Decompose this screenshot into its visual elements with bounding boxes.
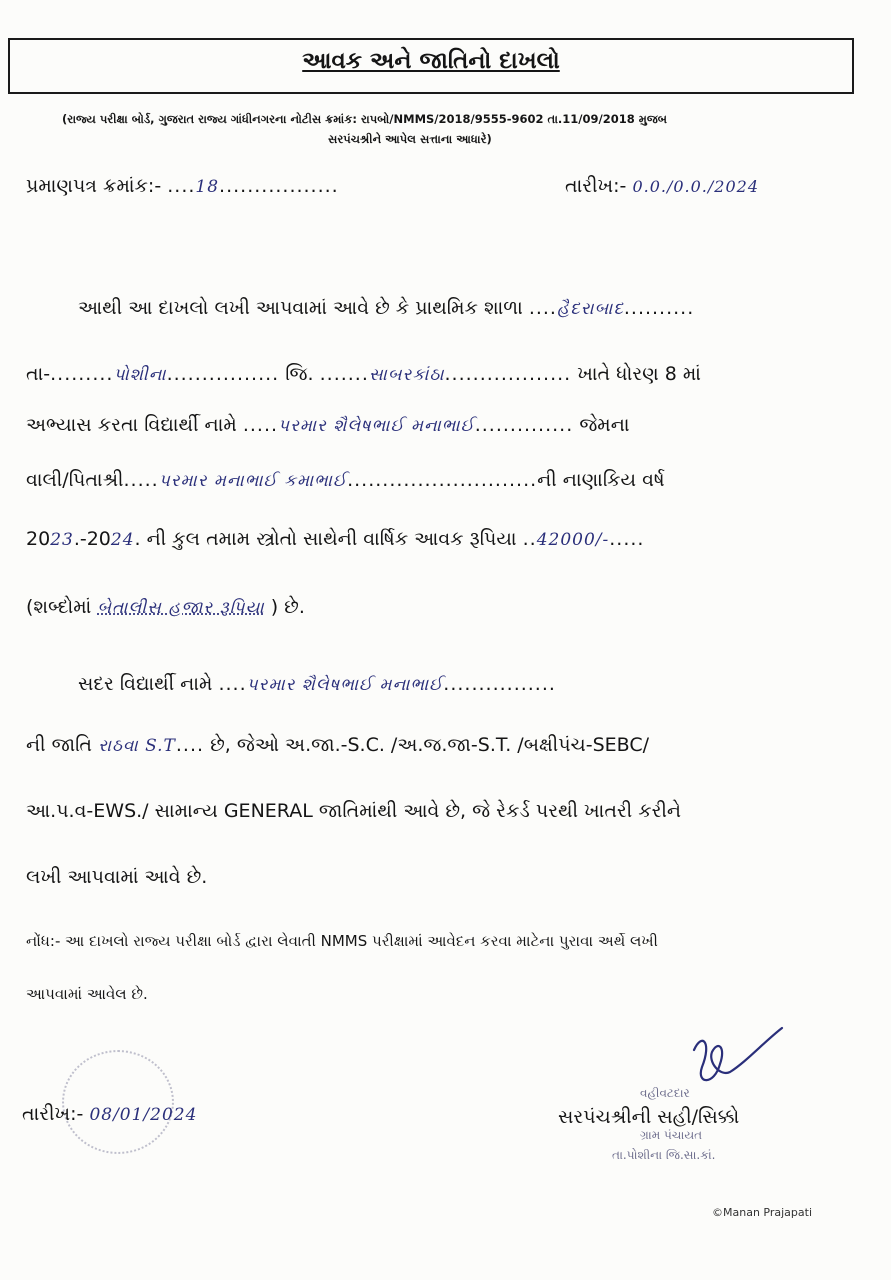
caste-value: રાઠવા S.T <box>98 736 176 756</box>
body-line-2-text: ખાતે ધોરણ 8 માં <box>577 363 701 385</box>
fy-start-value: 23 <box>50 530 74 550</box>
body-line-6 <box>26 596 305 618</box>
body-line-5-text: . ની કુલ તમામ સ્ત્રોતો સાથેની વાર્ષિક આવક રૂપિયા <box>134 528 517 550</box>
bottom-date-value: 08/01/2024 <box>89 1105 198 1125</box>
district-value: સાબરકાંઠા <box>368 365 445 385</box>
body-line-1-text: આથી આ દાખલો લખી આપવામાં આવે છે કે પ્રાથમિક શાળા <box>78 297 523 319</box>
body-line-1: આથી આ દાખલો લખી આપવામાં આવે છે કે પ્રાથમિક શાળા ....હૈદરાબાદ.......... <box>78 297 695 319</box>
bottom-date-row <box>22 1103 197 1125</box>
cert-number-value: 18 <box>195 177 220 197</box>
stamp-line-1: વહીવટદાર <box>640 1086 690 1100</box>
subtitle-line-2: સરપંચશ્રીને આપેલ સત્તાના આધારે) <box>328 132 492 146</box>
caste-prefix: ની જાતિ <box>26 734 93 756</box>
body-line-7-prefix: સદર વિદ્યાર્થી નામે <box>78 673 213 695</box>
body-line-5: 2023.-2024. ની કુલ તમામ સ્ત્રોતો સાથેની વાર્ષિક આવક રૂપિયા ..42000/-..... <box>26 528 645 550</box>
words-prefix: (શબ્દોમાં <box>26 596 92 618</box>
student-name-2: પરમાર શૈલેષભાઈ મનાભાઈ <box>246 675 444 695</box>
body-line-10: લખી આપવામાં આવે છે. <box>26 866 208 888</box>
body-line-3-suffix: જેમના <box>579 414 630 436</box>
fy-start-prefix: 20 <box>26 528 51 550</box>
body-line-3: અભ્યાસ કરતા વિદ્યાર્થી નામે .....પરમાર શૈલેષભાઈ મનાભાઈ.............. જેમના <box>26 414 630 436</box>
body-line-4-prefix: વાલી/પિતાશ્રી <box>26 469 124 491</box>
note-line-2: આપવામાં આવેલ છે. <box>26 985 148 1003</box>
date-row <box>565 175 759 197</box>
bottom-date-label: તારીખ:- <box>22 1103 84 1125</box>
round-seal-icon <box>62 1050 174 1154</box>
date-label: તારીખ:- <box>565 175 627 197</box>
words-suffix: ) છે. <box>270 596 305 618</box>
date-value: 0.0./0.0./2024 <box>632 177 759 196</box>
fy-mid: .-20 <box>73 528 111 550</box>
body-line-4: વાલી/પિતાશ્રી.....પરમાર મનાભાઈ કમાભાઈ...........................ની નાણાકિય વર્ષ <box>26 469 665 491</box>
signature-icon <box>672 1022 792 1102</box>
body-line-9: આ.પ.વ-EWS./ સામાન્ય GENERAL જાતિમાંથી આવે છે, જે રેકર્ડ પરથી ખાતરી કરીને <box>26 800 682 822</box>
taluka-label: તા- <box>26 363 51 385</box>
stamp-line-2: ગ્રામ પંચાયત <box>640 1128 703 1142</box>
school-name: હૈદરાબાદ <box>556 299 624 319</box>
body-line-4-suffix: ની નાણાકિય વર્ષ <box>537 469 665 491</box>
student-name: પરમાર શૈલેષભાઈ મનાભાઈ <box>278 416 475 436</box>
sign-label: સરપંચશ્રીની સહી/સિક્કો <box>558 1106 740 1128</box>
body-line-7: સદર વિદ્યાર્થી નામે ....પરમાર શૈલેષભાઈ મનાભાઈ................ <box>78 673 556 695</box>
cert-number-label: પ્રમાણપત્ર ક્રમાંક:- <box>26 175 162 197</box>
body-line-8: ની જાતિ રાઠવા S.T.... છે, જેઓ અ.જા.-S.C. /અ.જ.જા-S.T. /બક્ષીપંચ-SEBC/ <box>26 734 650 756</box>
income-value: 42000/- <box>536 530 610 550</box>
income-words: બેતાલીસ હજાર રૂપિયા <box>97 598 265 618</box>
subtitle-line-1: (રાજ્ય પરીક્ષા બોર્ડ, ગુજરાત રાજ્ય ગાંધીનગરના નોટીસ ક્રમાંક: રાપબો/NMMS/2018/9555-9602 તા.11/09/2018 મુજબ <box>62 112 667 126</box>
taluka-value: પોશીના <box>113 365 167 385</box>
caste-suffix: છે, જેઓ અ.જા.-S.C. /અ.જ.જા-S.T. /બક્ષીપંચ-SEBC/ <box>210 734 650 756</box>
body-line-2: તા-.........પોશીના................ જિ. .......સાબરકાંઠા.................. ખાતે ધોરણ 8 માં <box>26 363 701 385</box>
document-title: આવક અને જાતિનો દાખલો <box>302 48 560 74</box>
stamp-line-3: તા.પોશીના જિ.સા.કાં. <box>612 1148 716 1162</box>
note-line-1: નોંધ:- આ દાખલો રાજ્ય પરીક્ષા બોર્ડ દ્વારા લેવાતી NMMS પરીક્ષામાં આવેદન કરવા માટેના પુરાવા અર્થે લખી <box>26 932 658 950</box>
copyright-text: ©Manan Prajapati <box>712 1206 813 1219</box>
father-name: પરમાર મનાભાઈ કમાભાઈ <box>158 471 348 491</box>
district-label: જિ. <box>285 363 314 385</box>
cert-number-row: પ્રમાણપત્ર ક્રમાંક:- ....18................. <box>26 175 339 197</box>
title-box <box>8 38 854 94</box>
fy-end-value: 24 <box>110 530 135 550</box>
body-line-3-prefix: અભ્યાસ કરતા વિદ્યાર્થી નામે <box>26 414 237 436</box>
